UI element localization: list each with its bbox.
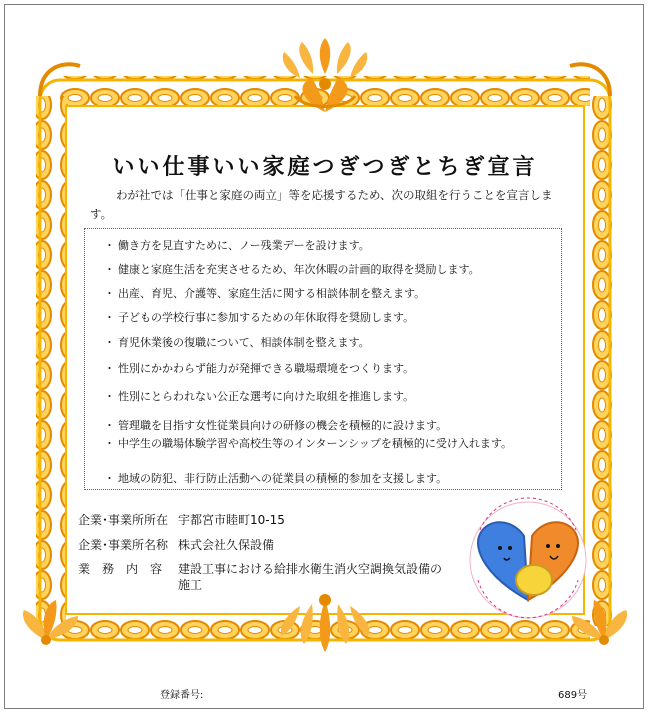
list-item: ・ 働き方を見直すために、ノー残業デーを設けます。 [104,239,370,252]
heart-seal-logo [470,498,586,618]
page-title: いい仕事いい家庭つぎつぎとちぎ宣言 [112,154,538,180]
list-item: ・ 中学生の職場体験学習や高校生等のインターンシップを積極的に受け入れます。 [104,437,512,450]
address-label: 企業･事業所所在 [78,513,169,527]
list-item: ・ 性別にとらわれない公正な選考に向けた取組を推進します。 [104,390,415,403]
list-item: ・ 管理職を目指す女性従業員向けの研修の機会を積極的に設けます。 [104,419,448,432]
company-name-row [78,537,448,553]
registration-number: 689号 [558,690,588,701]
address-row [78,512,448,528]
business-label: 業 務 内 容 [78,562,163,576]
business-row [78,561,443,593]
intro-paragraph: わが社では「仕事と家庭の両立」等を応援するため、次の取組を行うことを宣言します。 [90,188,553,221]
list-item: ・ 健康と家庭生活を充実させるため、年次休暇の計画的取得を奨励します。 [104,263,480,276]
list-item: ・ 地域の防犯、非行防止活動への従業員の積極的参加を支援します。 [104,472,448,485]
list-item: ・ 育児休業後の復職について、相談体制を整えます。 [104,336,370,349]
company-name-value: 株式会社久保設備 [178,538,275,552]
list-item: ・ 出産、育児、介護等、家庭生活に関する相談体制を整えます。 [104,287,426,300]
company-name-label: 企業･事業所名称 [78,538,169,552]
business-value: 建設工事における給排水衛生消火空調換気設備の施工 [178,562,443,592]
address-value: 宇都宮市睦町10-15 [178,513,285,527]
registration-label: 登録番号: [160,690,204,701]
list-item: ・ 子どもの学校行事に参加するための年休取得を奨励します。 [104,311,415,324]
list-item: ・ 性別にかかわらず能力が発揮できる職場環境をつくります。 [104,362,415,375]
intro-text [90,186,570,224]
